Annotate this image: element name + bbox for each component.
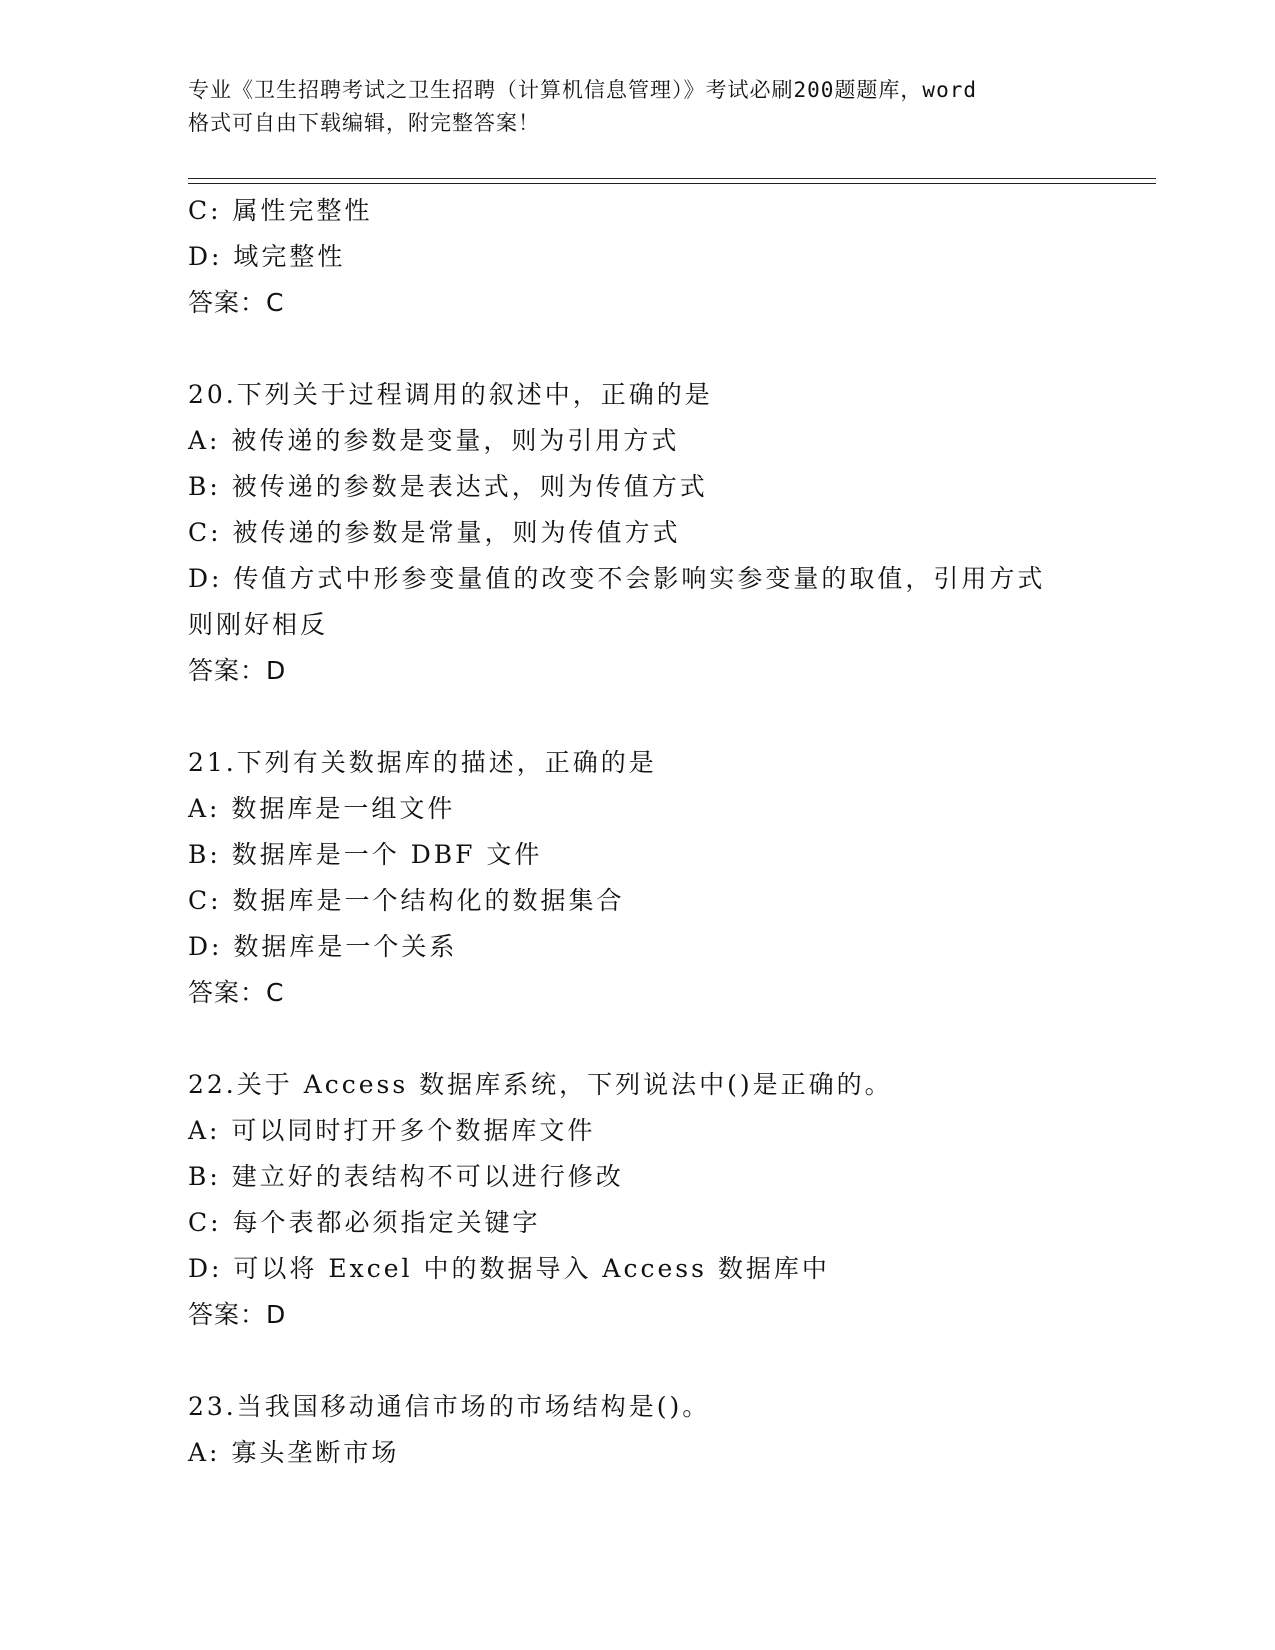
question-20 — [188, 372, 1088, 694]
answer-line: 答案：D — [188, 656, 287, 685]
option-c: C: 每个表都必须指定关键字 — [188, 1208, 541, 1237]
question-stem: 21.下列有关数据库的描述，正确的是 — [188, 748, 657, 777]
option-a: A: 数据库是一组文件 — [188, 794, 456, 823]
spacer — [188, 1016, 1088, 1062]
header-line-2: 格式可自由下载编辑，附完整答案！ — [188, 111, 540, 135]
spacer — [188, 694, 1088, 740]
option-c: C: 被传递的参数是常量，则为传值方式 — [188, 518, 681, 547]
answer-line: 答案：C — [188, 978, 285, 1007]
option-a: A: 被传递的参数是变量，则为引用方式 — [188, 426, 680, 455]
question-19-tail — [188, 188, 1088, 326]
option-a: A: 寡头垄断市场 — [188, 1438, 400, 1467]
option-d: D: 域完整性 — [188, 242, 346, 271]
option-b: B: 数据库是一个 DBF 文件 — [188, 840, 543, 869]
header-divider-top — [188, 178, 1156, 179]
answer-line: 答案：D — [188, 1300, 287, 1329]
option-d: D: 可以将 Excel 中的数据导入 Access 数据库中 — [188, 1254, 830, 1283]
option-c: C: 属性完整性 — [188, 196, 373, 225]
question-stem: 23.当我国移动通信市场的市场结构是()。 — [188, 1392, 711, 1421]
option-b: B: 被传递的参数是表达式，则为传值方式 — [188, 472, 708, 501]
header-divider-bottom — [188, 183, 1156, 184]
option-b: B: 建立好的表结构不可以进行修改 — [188, 1162, 624, 1191]
option-a: A: 可以同时打开多个数据库文件 — [188, 1116, 596, 1145]
question-23 — [188, 1384, 1088, 1476]
spacer — [188, 326, 1088, 372]
option-d: D: 传值方式中形参变量值的改变不会影响实参变量的取值，引用方式 — [188, 564, 1046, 593]
question-22 — [188, 1062, 1088, 1338]
question-21 — [188, 740, 1088, 1016]
option-c: C: 数据库是一个结构化的数据集合 — [188, 886, 625, 915]
document-header — [188, 74, 1088, 140]
option-d: D: 数据库是一个关系 — [188, 932, 458, 961]
question-stem: 22.关于 Access 数据库系统，下列说法中()是正确的。 — [188, 1070, 893, 1099]
option-d-continued: 则刚好相反 — [188, 610, 329, 639]
question-list — [188, 188, 1088, 1476]
spacer — [188, 1338, 1088, 1384]
question-stem: 20.下列关于过程调用的叙述中，正确的是 — [188, 380, 713, 409]
answer-line: 答案：C — [188, 288, 285, 317]
header-line-1: 专业《卫生招聘考试之卫生招聘（计算机信息管理）》考试必刷200题题库，word — [188, 78, 977, 102]
